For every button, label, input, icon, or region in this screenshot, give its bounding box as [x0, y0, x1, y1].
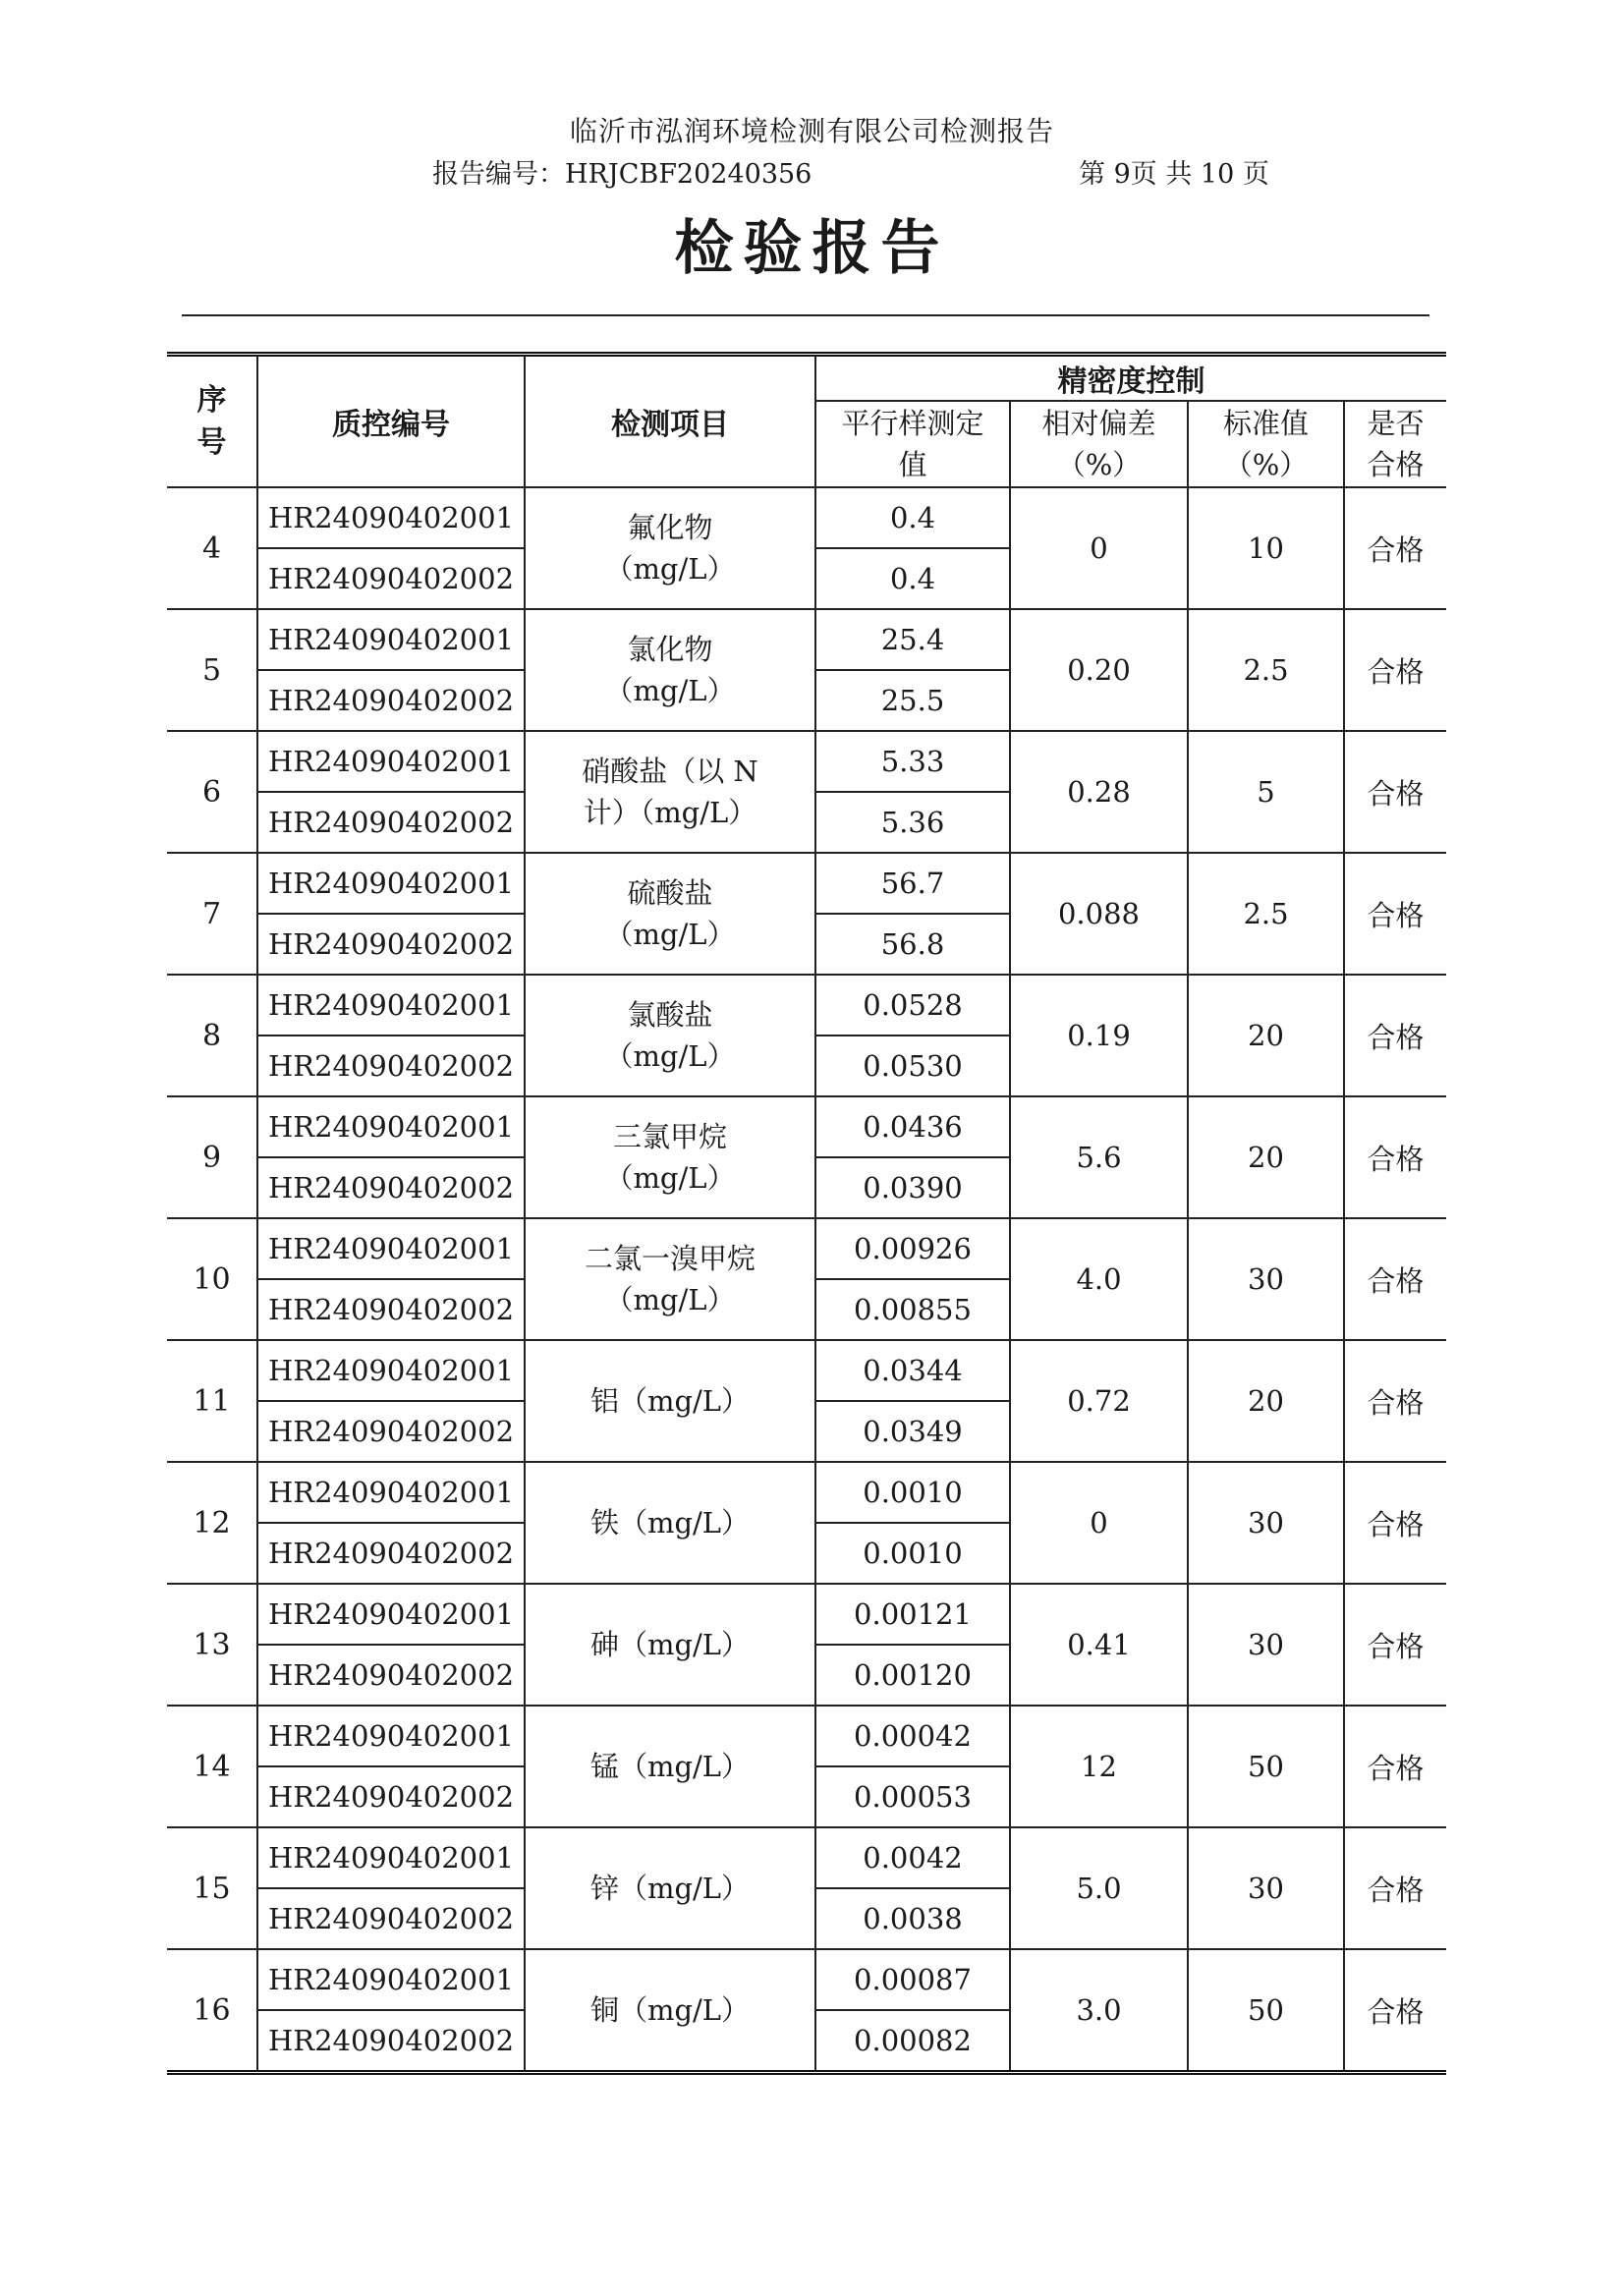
qc-code-cell: HR24090402001 [257, 853, 525, 914]
standard-value-cell: 10 [1188, 487, 1344, 609]
qc-code-cell: HR24090402002 [257, 914, 525, 975]
test-item-label: 二氯一溴甲烷（mg/L） [584, 1241, 756, 1316]
header-pass [1344, 401, 1446, 487]
qc-code-cell: HR24090402001 [257, 1096, 525, 1157]
header-parallel-value [815, 401, 1010, 487]
header-standard-value [1188, 401, 1344, 487]
parallel-value-cell: 56.7 [815, 853, 1010, 914]
seq-cell: 4 [167, 487, 257, 609]
parallel-value-cell: 0.4 [815, 548, 1010, 609]
standard-value-cell: 20 [1188, 1096, 1344, 1218]
seq-cell: 13 [167, 1584, 257, 1706]
header-parallel-label: 平行样测定值 [841, 406, 984, 481]
table-row [167, 1706, 1446, 1766]
document-title: 检验报告 [674, 214, 950, 283]
test-item-label: 硫酸盐（mg/L） [604, 875, 736, 951]
standard-value-cell: 20 [1188, 975, 1344, 1096]
parallel-value-cell: 0.0010 [815, 1462, 1010, 1523]
relative-deviation-cell: 5.0 [1010, 1827, 1188, 1949]
table-row [167, 1218, 1446, 1279]
parallel-value-cell: 0.0038 [815, 1888, 1010, 1949]
relative-deviation-cell: 0.72 [1010, 1340, 1188, 1462]
relative-deviation-cell: 0.28 [1010, 731, 1188, 853]
qc-code-cell: HR24090402002 [257, 548, 525, 609]
pass-cell: 合格 [1344, 1340, 1446, 1462]
parallel-value-cell: 25.4 [815, 609, 1010, 670]
test-item-label: 锌（mg/L） [589, 1871, 751, 1905]
test-item-label: 硝酸盐（以 N 计）（mg/L） [582, 754, 758, 829]
parallel-value-cell: 0.00053 [815, 1766, 1010, 1827]
table-row [167, 853, 1446, 914]
parallel-value-cell: 5.36 [815, 792, 1010, 853]
seq-cell: 8 [167, 975, 257, 1096]
header-precision-control: 精密度控制 [815, 355, 1446, 402]
table-body [167, 487, 1446, 2073]
parallel-value-cell: 5.33 [815, 731, 1010, 792]
relative-deviation-cell: 0 [1010, 1462, 1188, 1584]
qc-code-cell: HR24090402001 [257, 731, 525, 792]
pass-cell: 合格 [1344, 1096, 1446, 1218]
pass-cell: 合格 [1344, 1706, 1446, 1827]
parallel-value-cell: 0.0344 [815, 1340, 1010, 1401]
qc-code-cell: HR24090402002 [257, 1401, 525, 1462]
parallel-value-cell: 0.4 [815, 487, 1010, 548]
qc-code-cell: HR24090402001 [257, 487, 525, 548]
relative-deviation-cell: 0.088 [1010, 853, 1188, 975]
pass-cell: 合格 [1344, 1584, 1446, 1706]
qc-code-cell: HR24090402002 [257, 1766, 525, 1827]
relative-deviation-cell: 5.6 [1010, 1096, 1188, 1218]
test-item-cell [525, 1706, 815, 1827]
test-item-label: 铝（mg/L） [589, 1383, 751, 1418]
test-item-cell [525, 609, 815, 731]
qc-code-cell: HR24090402001 [257, 1949, 525, 2010]
parallel-value-cell: 0.00087 [815, 1949, 1010, 2010]
header-rel-dev-label: 相对偏差（%） [1041, 406, 1156, 481]
seq-cell: 15 [167, 1827, 257, 1949]
table-row [167, 1584, 1446, 1645]
table-row [167, 1462, 1446, 1523]
test-item-label: 锰（mg/L） [589, 1749, 751, 1783]
standard-value-cell: 2.5 [1188, 609, 1344, 731]
seq-cell: 5 [167, 609, 257, 731]
pass-cell: 合格 [1344, 731, 1446, 853]
seq-cell: 11 [167, 1340, 257, 1462]
parallel-value-cell: 0.00082 [815, 2010, 1010, 2073]
qc-code-cell: HR24090402002 [257, 1036, 525, 1096]
pass-cell: 合格 [1344, 487, 1446, 609]
qc-code-cell: HR24090402001 [257, 1706, 525, 1766]
seq-cell: 9 [167, 1096, 257, 1218]
parallel-value-cell: 0.00926 [815, 1218, 1010, 1279]
qc-code-cell: HR24090402001 [257, 1462, 525, 1523]
report-number: 报告编号：HRJCBF20240356 [432, 159, 812, 190]
parallel-value-cell: 0.0042 [815, 1827, 1010, 1888]
header-rule [182, 314, 1429, 316]
seq-cell: 7 [167, 853, 257, 975]
standard-value-cell: 20 [1188, 1340, 1344, 1462]
parallel-value-cell: 0.0390 [815, 1157, 1010, 1218]
relative-deviation-cell: 0.19 [1010, 975, 1188, 1096]
parallel-value-cell: 0.0349 [815, 1401, 1010, 1462]
qc-code-cell: HR24090402002 [257, 670, 525, 731]
relative-deviation-cell: 0.41 [1010, 1584, 1188, 1706]
page-number: 第 9页 共 10 页 [1079, 159, 1269, 190]
seq-cell: 10 [167, 1218, 257, 1340]
qc-code-cell: HR24090402001 [257, 1340, 525, 1401]
pass-cell: 合格 [1344, 975, 1446, 1096]
test-item-label: 铁（mg/L） [589, 1505, 751, 1539]
pass-cell: 合格 [1344, 1827, 1446, 1949]
table-row [167, 1096, 1446, 1157]
standard-value-cell: 30 [1188, 1462, 1344, 1584]
seq-cell: 14 [167, 1706, 257, 1827]
test-item-label: 三氯甲烷（mg/L） [604, 1119, 736, 1195]
test-item-label: 铜（mg/L） [589, 1992, 751, 2027]
qc-code-cell: HR24090402002 [257, 1645, 525, 1706]
parallel-value-cell: 0.00121 [815, 1584, 1010, 1645]
qc-code-cell: HR24090402002 [257, 1157, 525, 1218]
test-item-cell [525, 1827, 815, 1949]
table-row [167, 609, 1446, 670]
test-item-cell [525, 1462, 815, 1584]
parallel-value-cell: 0.0436 [815, 1096, 1010, 1157]
header-seq-label: 序号 [196, 382, 227, 460]
pass-cell: 合格 [1344, 609, 1446, 731]
test-item-cell [525, 1340, 815, 1462]
parallel-value-cell: 0.00120 [815, 1645, 1010, 1706]
qc-code-cell: HR24090402001 [257, 1218, 525, 1279]
standard-value-cell: 50 [1188, 1949, 1344, 2073]
test-item-cell [525, 1218, 815, 1340]
header-standard-label: 标准值（%） [1222, 406, 1309, 481]
header-seq [167, 355, 257, 488]
pass-cell: 合格 [1344, 853, 1446, 975]
pass-cell: 合格 [1344, 1218, 1446, 1340]
qc-code-cell: HR24090402001 [257, 975, 525, 1036]
relative-deviation-cell: 3.0 [1010, 1949, 1188, 2073]
test-item-cell [525, 853, 815, 975]
qc-code-cell: HR24090402002 [257, 1888, 525, 1949]
pass-cell: 合格 [1344, 1949, 1446, 2073]
table-row [167, 487, 1446, 548]
seq-cell: 16 [167, 1949, 257, 2073]
standard-value-cell: 2.5 [1188, 853, 1344, 975]
test-item-label: 氯化物（mg/L） [604, 632, 736, 707]
standard-value-cell: 5 [1188, 731, 1344, 853]
test-item-cell [525, 487, 815, 609]
standard-value-cell: 30 [1188, 1584, 1344, 1706]
table-row [167, 1340, 1446, 1401]
parallel-value-cell: 0.00855 [815, 1279, 1010, 1340]
qc-code-cell: HR24090402001 [257, 1827, 525, 1888]
test-item-label: 氯酸盐（mg/L） [604, 997, 736, 1073]
test-item-cell [525, 975, 815, 1096]
parallel-value-cell: 0.0010 [815, 1523, 1010, 1584]
header-relative-deviation [1010, 401, 1188, 487]
standard-value-cell: 30 [1188, 1827, 1344, 1949]
qc-code-cell: HR24090402002 [257, 1523, 525, 1584]
qc-code-cell: HR24090402002 [257, 792, 525, 853]
relative-deviation-cell: 0.20 [1010, 609, 1188, 731]
qc-code-cell: HR24090402001 [257, 609, 525, 670]
standard-value-cell: 50 [1188, 1706, 1344, 1827]
test-item-label: 砷（mg/L） [589, 1627, 751, 1661]
qc-code-cell: HR24090402001 [257, 1584, 525, 1645]
relative-deviation-cell: 12 [1010, 1706, 1188, 1827]
table-row [167, 975, 1446, 1036]
test-item-cell [525, 1096, 815, 1218]
parallel-value-cell: 56.8 [815, 914, 1010, 975]
table-row [167, 1827, 1446, 1888]
precision-control-table [167, 352, 1446, 2075]
relative-deviation-cell: 4.0 [1010, 1218, 1188, 1340]
parallel-value-cell: 0.0528 [815, 975, 1010, 1036]
company-report-header: 临沂市泓润环境检测有限公司检测报告 [569, 115, 1054, 147]
test-item-cell [525, 731, 815, 853]
seq-cell: 12 [167, 1462, 257, 1584]
test-item-cell [525, 1584, 815, 1706]
pass-cell: 合格 [1344, 1462, 1446, 1584]
qc-code-cell: HR24090402002 [257, 2010, 525, 2073]
table-row [167, 731, 1446, 792]
test-item-cell [525, 1949, 815, 2073]
qc-code-cell: HR24090402002 [257, 1279, 525, 1340]
parallel-value-cell: 0.00042 [815, 1706, 1010, 1766]
relative-deviation-cell: 0 [1010, 487, 1188, 609]
parallel-value-cell: 25.5 [815, 670, 1010, 731]
seq-cell: 6 [167, 731, 257, 853]
standard-value-cell: 30 [1188, 1218, 1344, 1340]
header-qc-code: 质控编号 [257, 355, 525, 488]
header-test-item: 检测项目 [525, 355, 815, 488]
table-row [167, 1949, 1446, 2010]
parallel-value-cell: 0.0530 [815, 1036, 1010, 1096]
test-item-label: 氟化物（mg/L） [604, 510, 736, 586]
header-pass-label: 是否合格 [1367, 406, 1425, 481]
